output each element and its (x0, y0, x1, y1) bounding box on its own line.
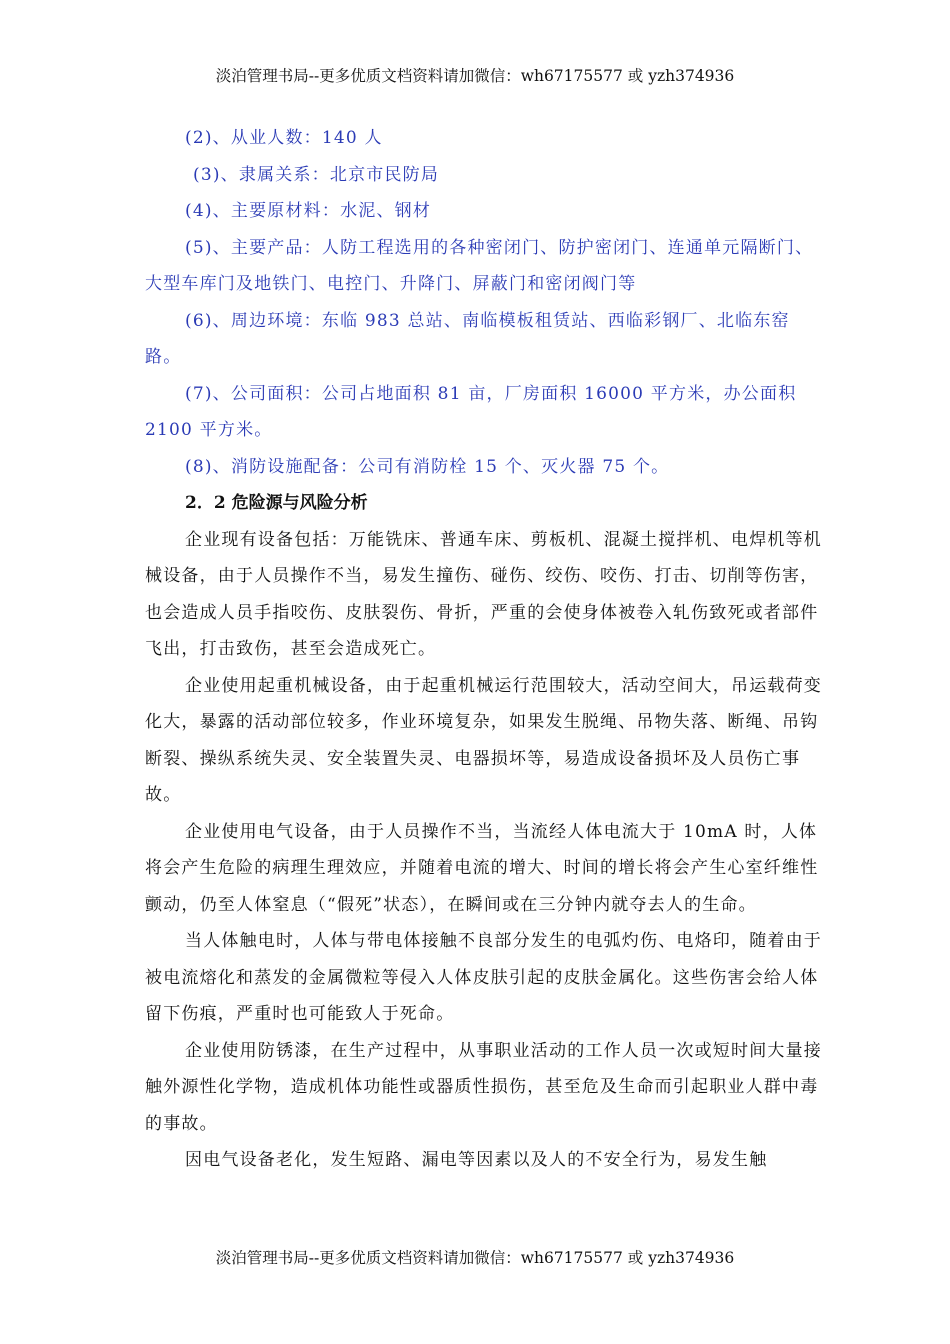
info-item-surroundings: (6)、周边环境：东临 983 总站、南临模板租赁站、西临彩钢厂、北临东窑路。 (145, 310, 790, 367)
page-footer: 淡泊管理书局--更多优质文档资料请加微信：wh67175577 或 yzh374936 (215, 1249, 735, 1267)
paragraph-electrical: 企业使用电气设备，由于人员操作不当，当流经人体电流大于 10mA 时，人体将会产生危险的病理生理效应，并随着电流的增大、时间的增长将会产生心室纤维性颤动，仍至人体窒息（“假死”状态），在瞬间或在三分钟内就夺去人的生命。 (145, 821, 819, 915)
info-item-employees: (2)、从业人数：140 人 (185, 128, 383, 148)
paragraph-aging-equipment: 因电气设备老化，发生短路、漏电等因素以及人的不安全行为，易发生触 (185, 1150, 768, 1170)
paragraph-electric-shock: 当人体触电时，人体与带电体接触不良部分发生的电弧灼伤、电烙印，随着由于被电流熔化和蒸发的金属微粒等侵入人体皮肤引起的皮肤金属化。这些伤害会给人体留下伤痕，严重时也可能致人于死命。 (145, 931, 822, 1024)
paragraph-paint: 企业使用防锈漆，在生产过程中，从事职业活动的工作人员一次或短时间大量接触外源性化学物，造成机体功能性或器质性损伤，甚至危及生命而引起职业人群中毒的事故。 (145, 1040, 822, 1134)
info-item-products: (5)、主要产品：人防工程选用的各种密闭门、防护密闭门、连通单元隔断门、大型车库门及地铁门、电控门、升降门、屏蔽门和密闭阀门等 (145, 237, 814, 294)
page-header: 淡泊管理书局--更多优质文档资料请加微信：wh67175577 或 yzh374936 (215, 67, 735, 85)
info-item-affiliation: (3)、隶属关系：北京市民防局 (193, 164, 440, 185)
info-item-fire-facilities: (8)、消防设施配备：公司有消防栓 15 个、灭火器 75 个。 (185, 456, 670, 477)
info-item-area: (7)、公司面积：公司占地面积 81 亩，厂房面积 16000 平方米，办公面积 2100 平方米。 (145, 383, 797, 440)
paragraph-lifting: 企业使用起重机械设备，由于起重机械运行范围较大，活动空间大，吊运载荷变化大，暴露的活动部位较多，作业环境复杂，如果发生脱绳、吊物失落、断绳、吊钩断裂、操纵系统失灵、安全装置失灵、电器损坏等，易造成设备损坏及人员伤亡事故。 (145, 675, 822, 805)
section-heading: 2．2 危险源与风险分析 (185, 493, 368, 513)
paragraph-machinery: 企业现有设备包括：万能铣床、普通车床、剪板机、混凝土搅拌机、电焊机等机械设备，由于人员操作不当，易发生撞伤、碰伤、绞伤、咬伤、打击、切削等伤害，也会造成人员手指咬伤、皮肤裂伤、骨折，严重的会使身体被卷入轧伤致死或者部件飞出，打击致伤，甚至会造成死亡。 (145, 529, 822, 659)
document-body (145, 120, 825, 1179)
info-item-materials: (4)、主要原材料：水泥、钢材 (185, 201, 432, 221)
